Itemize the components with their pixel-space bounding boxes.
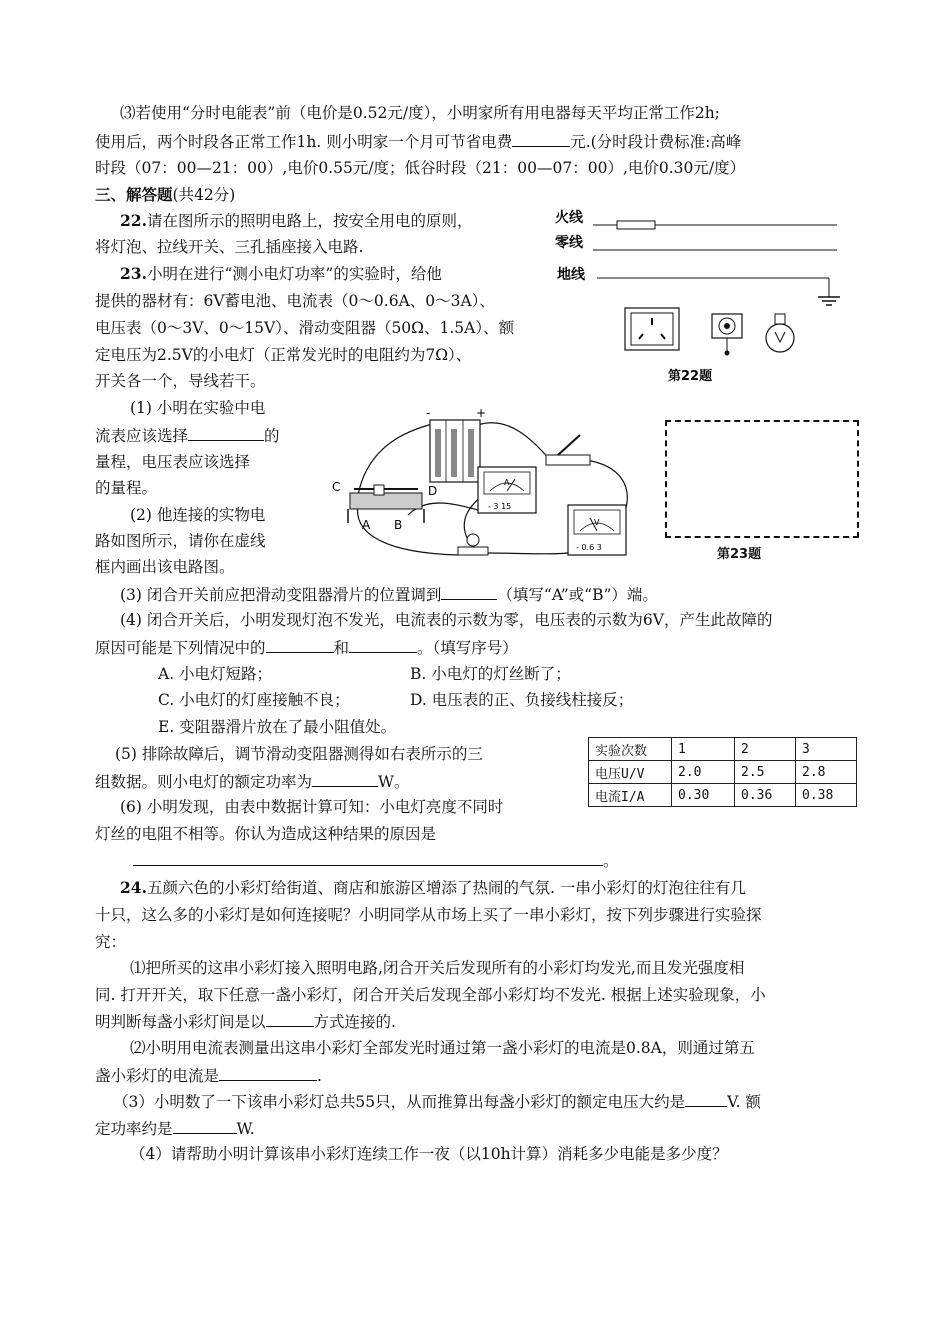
q21-line-1: ⑶若使用“分时电能表”前（电价是0.52元/度），小明家所有用电器每天平均正常工作2h; (120, 104, 720, 122)
live-wire-label: 火线 (555, 210, 583, 226)
answer-blank[interactable] (133, 850, 603, 866)
answer-blank[interactable] (685, 1091, 727, 1107)
q23-part3: (3) 闭合开关前应把滑动变阻器滑片的位置调到 （填写“A”或“B”）端。 (120, 586, 658, 604)
answer-blank[interactable] (266, 637, 334, 653)
table-row (589, 738, 857, 761)
figure-23 (318, 405, 648, 565)
bulb-icon (766, 314, 794, 352)
table-cell: 2.5 (735, 761, 796, 784)
wire (478, 423, 550, 460)
answer-blank[interactable] (512, 131, 570, 147)
table-cell: 2.0 (672, 761, 735, 784)
q24-part2-b: 盏小彩灯的电流是 . (95, 1067, 322, 1085)
voltmeter-scale-label: - 0.6 3 (576, 543, 602, 552)
rheostat-label-d: D (428, 484, 438, 498)
option-a: A. 小电灯短路； (158, 665, 273, 683)
option-d: D. 电压表的正、负接线柱接反； (410, 691, 634, 709)
q23-part2-c: 框内画出该电路图。 (95, 558, 235, 576)
q23-line-3: 电压表（0～3V、0～15V）、滑动变阻器（50Ω、1.5A）、额 (95, 319, 515, 337)
wire (358, 423, 436, 495)
socket-icon (625, 308, 679, 350)
q23-part2-b: 路如图所示，请你在虚线 (95, 532, 266, 550)
answer-blank[interactable] (173, 1118, 237, 1134)
q23-part5-b: 组数据。则小电灯的额定功率为 W。 (95, 773, 410, 791)
q24-part2-a: ⑵小明用电流表测量出这串小彩灯全部发光时通过第一盏小彩灯的电流是0.8A，则通过第五 (130, 1039, 755, 1057)
q23-part6-c: 。 (95, 850, 619, 871)
wire (358, 505, 458, 555)
battery-icon (430, 420, 480, 482)
q23-part4-b: 原因可能是下列情况中的 和 。（填写序号） (95, 639, 518, 657)
lamp-icon (458, 534, 488, 555)
ground-wire-label: 地线 (557, 267, 585, 283)
battery-minus-label: - (426, 406, 431, 420)
rheostat-label-b: B (394, 518, 403, 532)
answer-blank[interactable] (312, 771, 378, 787)
q23-part1-d: 的量程。 (95, 479, 158, 497)
neutral-wire-label: 零线 (555, 235, 583, 251)
table-cell: 3 (796, 738, 857, 761)
q23-part1-a: (1) 小明在实验中电 (130, 399, 266, 417)
q22-line-1: 22.请在图所示的照明电路上，按安全用电的原则， (120, 211, 473, 230)
table-cell: 电流I/A (589, 784, 672, 807)
answer-blank[interactable] (219, 1065, 317, 1081)
q23-line-4: 定电压为2.5V的小电灯（正常发光时的电阻约为7Ω）、 (95, 346, 472, 364)
q24-part3-b: 定功率约是 W. (95, 1120, 255, 1138)
circuit-drawing-box[interactable] (665, 420, 859, 538)
q24-part1-b: 同. 打开开关，取下任意一盏小彩灯，闭合开关后发现全部小彩灯均不发光. 根据上述实验现象，小 (95, 986, 766, 1004)
q24-line-2: 十只，这么多的小彩灯是如何连接呢？小明同学从市场上买了一串小彩灯，按下列步骤进行实验探 (95, 906, 762, 924)
earth-icon (818, 297, 840, 305)
q23-line-5: 开关各一个，导线若干。 (95, 372, 266, 390)
option-b: B. 小电灯的灯丝断了； (410, 665, 571, 683)
option-c: C. 小电灯的灯座接触不良； (158, 691, 350, 709)
ammeter-letter: A (504, 478, 510, 487)
voltmeter-letter: V (594, 518, 600, 527)
table-cell: 2.8 (796, 761, 857, 784)
table-row (589, 784, 857, 807)
table-row (589, 761, 857, 784)
battery-plus-label: + (476, 406, 487, 420)
table-cell: 电压U/V (589, 761, 672, 784)
q22-line-2: 将灯泡、拉线开关、三孔插座接入电路. (95, 238, 364, 256)
q24-part4: （4）请帮助小明计算该串小彩灯连续工作一夜（以10h计算）消耗多少电能是多少度？ (130, 1145, 728, 1163)
q23-part2-a: (2) 他连接的实物电 (130, 506, 266, 524)
q23-line-2: 提供的器材有：6V蓄电池、电流表（0～0.6A、0～3A）、 (95, 292, 495, 310)
q23-part6-a: (6) 小明发现，由表中数据计算可知：小电灯亮度不同时 (120, 798, 504, 816)
answer-blank[interactable] (266, 1011, 314, 1027)
q21-line-3: 时段（07：00—21：00）,电价0.55元/度；低谷时段（21：00—07：00）,电价0.30元/度） (95, 159, 746, 177)
figure-22-caption: 第22题 (668, 369, 713, 384)
rheostat-label-a: A (362, 518, 371, 532)
rheostat-label-c: C (332, 480, 341, 494)
answer-blank[interactable] (441, 584, 497, 600)
figure-22 (555, 200, 855, 384)
q23-part4-a: (4) 闭合开关后，小明发现灯泡不发光，电流表的示数为零，电压表的示数为6V，产生此故障的 (120, 611, 773, 629)
q24-part1-c: 明判断每盏小彩灯间是以 方式连接的. (95, 1013, 396, 1031)
option-e: E. 变阻器滑片放在了最小阻值处。 (158, 718, 397, 736)
q23-line-1: 23.小明在进行“测小电灯功率”的实验时，给他 (120, 264, 442, 283)
table-cell: 1 (672, 738, 735, 761)
table-cell: 实验次数 (589, 738, 672, 761)
q23-part5-a: (5) 排除故障后，调节滑动变阻器测得如右表所示的三 (115, 745, 483, 763)
q24-line-1: 24.五颜六色的小彩灯给街道、商店和旅游区增添了热闹的气氛. 一串小彩灯的灯泡往往有几 (120, 878, 746, 897)
q24-part1-a: ⑴把所买的这串小彩灯接入照明电路,闭合开关后发现所有的小彩灯均发光,而且发光强度相 (130, 959, 745, 977)
figure-23-caption: 第23题 (717, 547, 762, 562)
switch-icon (546, 435, 590, 465)
q23-part1-c: 量程，电压表应该选择 (95, 453, 251, 471)
q24-line-3: 究： (95, 933, 127, 951)
table-cell: 2 (735, 738, 796, 761)
q21-line-2: 使用后，两个时段各正常工作1h. 则小明家一个月可节省电费 元.(分时段计费标准:高峰 (95, 133, 742, 151)
q24-part3-a: （3）小明数了一下该串小彩灯总共55只，从而推算出每盏小彩灯的额定电压大约是 V. 额 (113, 1093, 761, 1111)
wire (488, 553, 568, 554)
answer-blank[interactable] (188, 425, 264, 441)
section-title: 三、解答题(共42分) (95, 185, 236, 204)
table-cell: 0.30 (672, 784, 735, 807)
q23-part6-b: 灯丝的电阻不相等。你认为造成这种结果的原因是 (95, 825, 437, 843)
data-table (588, 737, 857, 807)
q23-part1-b: 流表应该选择 的 (95, 427, 280, 445)
table-cell: 0.38 (796, 784, 857, 807)
fuse-icon (617, 221, 655, 229)
pull-switch-icon (712, 314, 742, 356)
answer-blank[interactable] (349, 637, 417, 653)
table-cell: 0.36 (735, 784, 796, 807)
ammeter-scale-label: - 3 15 (488, 502, 512, 511)
